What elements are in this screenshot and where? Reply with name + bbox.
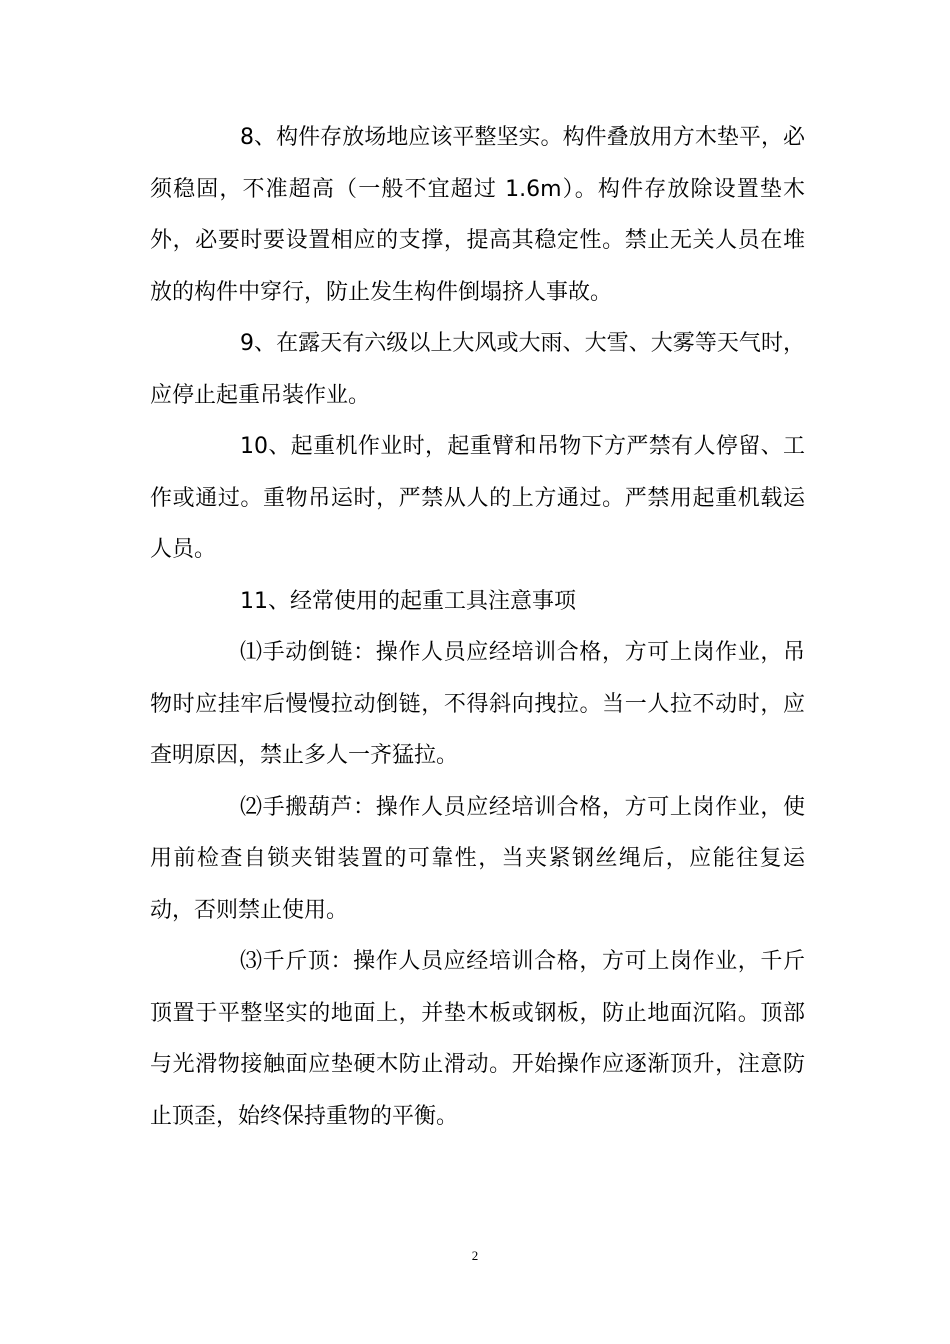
- page-number: 2: [471, 1248, 479, 1263]
- paragraph-11-2-lever-hoist: ⑵手搬葫芦：操作人员应经培训合格，方可上岗作业，使用前检查自锁夹钳装置的可靠性，当夹紧钢丝绳后，应能往复运动，否则禁止使用。: [150, 794, 805, 923]
- paragraph-11-3-jack: ⑶千斤顶：操作人员应经培训合格，方可上岗作业，千斤顶置于平整坚实的地面上，并垫木板或钢板，防止地面沉陷。顶部与光滑物接触面应垫硬木防止滑动。开始操作应逐渐顶升，注意防止顶歪，始终保持重物的平衡。: [150, 949, 805, 1129]
- paragraph-11-lifting-tools-heading: 11、经常使用的起重工具注意事项: [240, 588, 576, 614]
- paragraph-8-component-storage: 8、构件存放场地应该平整坚实。构件叠放用方木垫平，必须稳固，不准超高（一般不宜超过 1.6m）。构件存放除设置垫木外，必要时要设置相应的支撑，提高其稳定性。禁止无关人员在堆放的构件中穿行，防止发生构件倒塌挤人事故。: [150, 125, 805, 305]
- document-body: [150, 112, 805, 1142]
- paragraph-9-weather-stop: 9、在露天有六级以上大风或大雨、大雪、大雾等天气时，应停止起重吊装作业。: [150, 331, 805, 408]
- paragraph-11-1-chain-hoist: ⑴手动倒链：操作人员应经培训合格，方可上岗作业，吊物时应挂牢后慢慢拉动倒链，不得斜向拽拉。当一人拉不动时，应查明原因，禁止多人一齐猛拉。: [150, 640, 805, 768]
- paragraph-10-crane-operation: 10、起重机作业时，起重臂和吊物下方严禁有人停留、工作或通过。重物吊运时，严禁从人的上方通过。严禁用起重机载运人员。: [150, 434, 805, 562]
